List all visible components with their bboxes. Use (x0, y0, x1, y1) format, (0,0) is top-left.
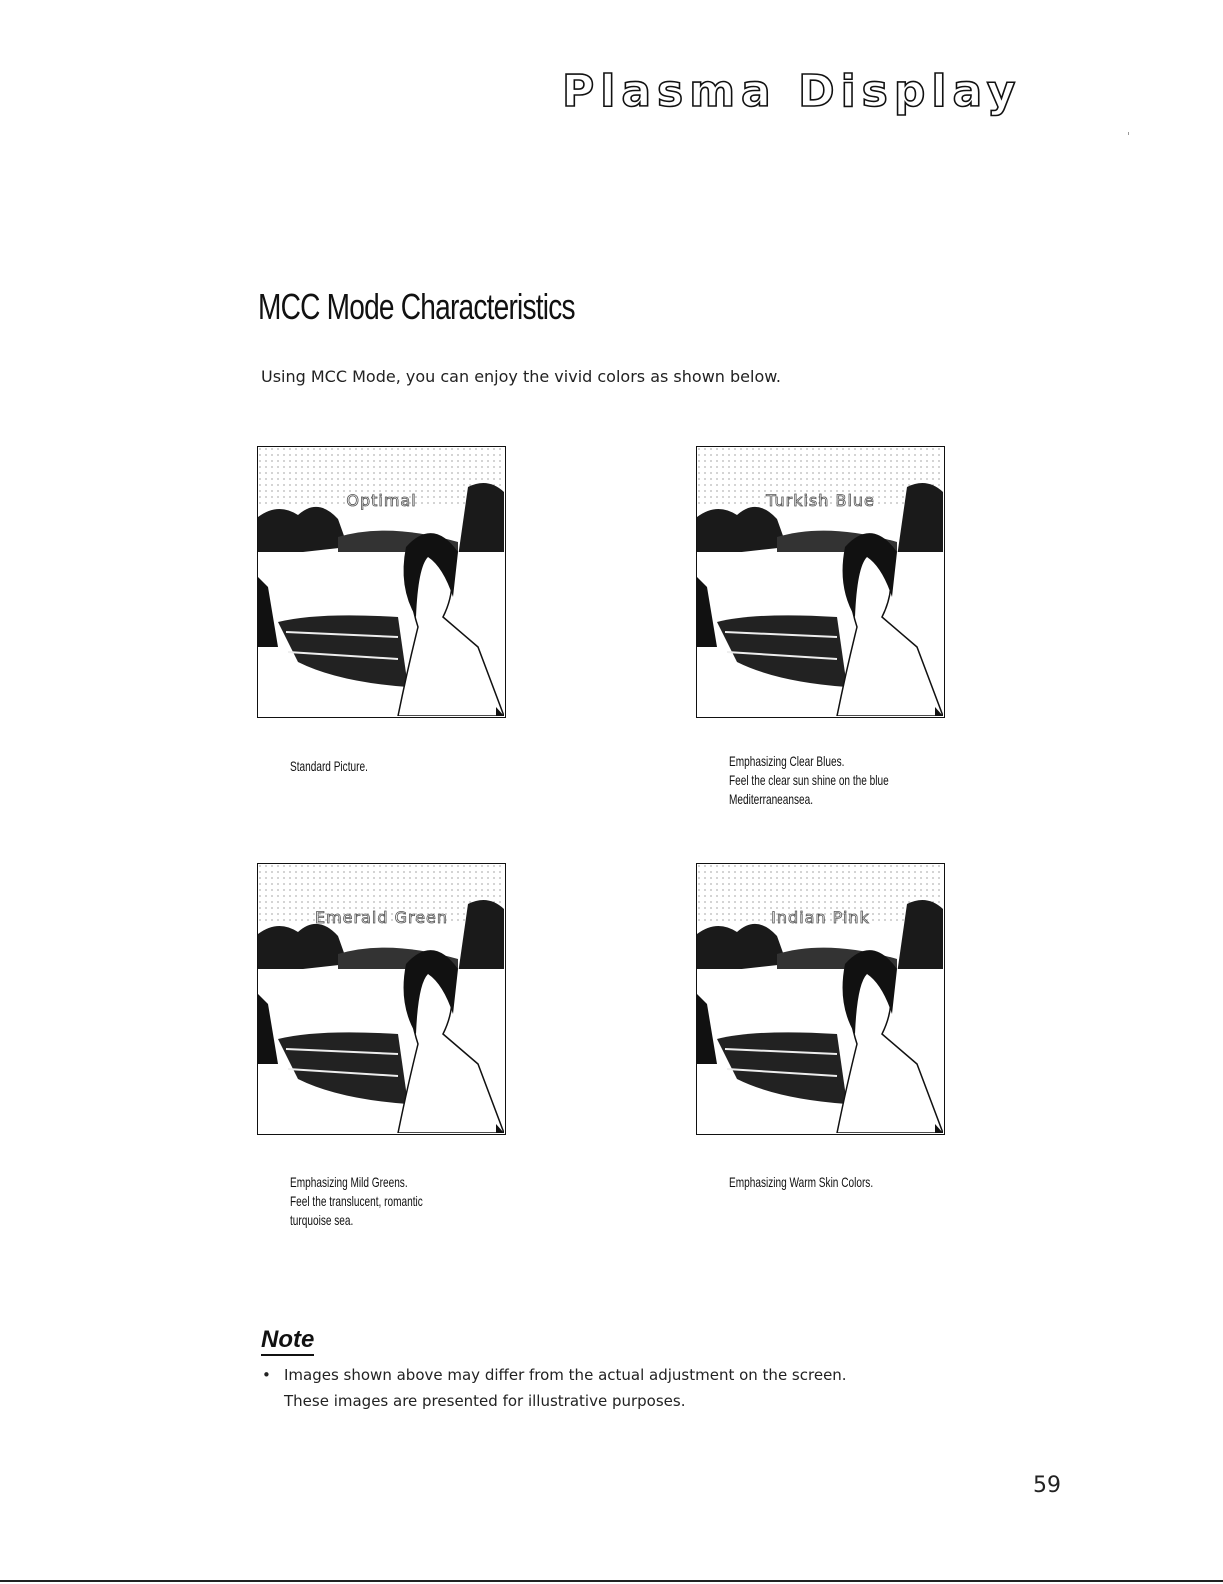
caption-line: Feel the clear sun shine on the blue (729, 772, 889, 788)
caption-line: Feel the translucent, romantic (290, 1193, 423, 1209)
note-body (262, 1362, 847, 1414)
figure-photo-illustration (697, 864, 943, 1133)
page-heading: MCC Mode Characteristics (258, 286, 575, 327)
figure-photo-illustration (258, 447, 504, 716)
caption-line: Emphasizing Clear Blues. (729, 753, 845, 769)
header-title: Plasma Display (562, 66, 1022, 117)
figure-overlay-label: Indian Pink (771, 908, 870, 927)
caption-line: Emphasizing Warm Skin Colors. (729, 1174, 874, 1190)
caption-line: turquoise sea. (290, 1212, 354, 1228)
figure-photo-illustration (258, 864, 504, 1133)
caption-line: Mediterraneansea. (729, 791, 814, 807)
note-line-2: These images are presented for illustrative purposes. (284, 1392, 686, 1410)
intro-text: Using MCC Mode, you can enjoy the vivid colors as shown below. (261, 367, 781, 386)
note-heading: Note (261, 1326, 314, 1356)
figure-warm-skin (696, 863, 945, 1135)
figure-mild-greens (257, 863, 506, 1135)
page-number: 59 (1033, 1473, 1061, 1498)
bullet-icon: • (262, 1366, 271, 1384)
caption-warm-skin (729, 1173, 873, 1192)
footer-rule (0, 1580, 1223, 1582)
caption-line: Emphasizing Mild Greens. (290, 1174, 408, 1190)
caption-clear-blues (729, 752, 889, 809)
note-line-1: Images shown above may differ from the actual adjustment on the screen. (284, 1366, 847, 1384)
figure-standard-picture (257, 446, 506, 718)
caption-standard-picture (290, 757, 368, 776)
figure-photo-illustration (697, 447, 943, 716)
caption-mild-greens (290, 1173, 423, 1230)
caption-line: Standard Picture. (290, 758, 368, 774)
figure-overlay-label: Emerald Green (314, 908, 449, 927)
margin-tick (1128, 132, 1129, 135)
figure-overlay-label: Optimal (346, 491, 417, 510)
figure-overlay-label: Turkish Blue (766, 491, 875, 510)
figure-clear-blues (696, 446, 945, 718)
